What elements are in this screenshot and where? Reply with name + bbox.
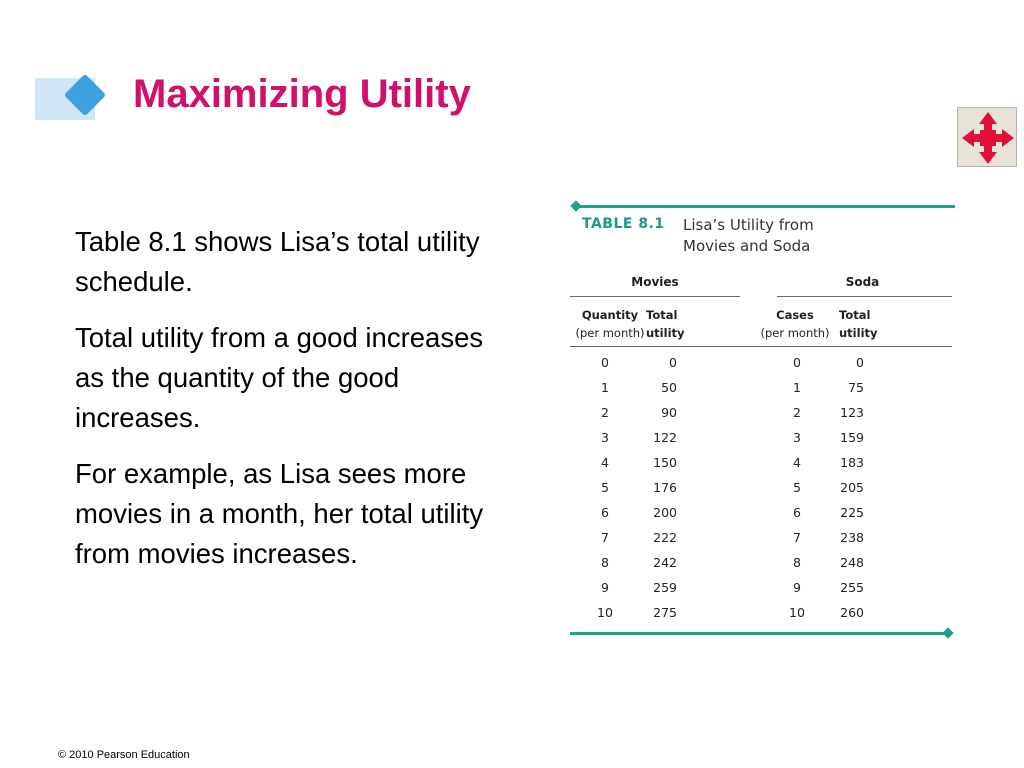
movie-utility-cell: 275 (653, 605, 677, 620)
table-label: TABLE 8.1 (582, 216, 665, 232)
soda-utility-cell: 0 (856, 355, 864, 370)
movie-quantity-cell: 3 (601, 430, 609, 445)
four-way-arrow-icon (958, 108, 1018, 168)
soda-cases-cell: 9 (793, 580, 801, 595)
movie-utility-cell: 242 (653, 555, 677, 570)
soda-utility-cell: 205 (840, 480, 864, 495)
movie-utility-cell: 259 (653, 580, 677, 595)
header-divider (570, 346, 952, 347)
navigation-button[interactable] (957, 107, 1017, 167)
movie-quantity-cell: 1 (601, 380, 609, 395)
soda-utility-cell: 248 (840, 555, 864, 570)
group-header-movies: Movies (631, 275, 679, 289)
soda-utility-cell: 183 (840, 455, 864, 470)
movie-utility-cell: 0 (669, 355, 677, 370)
soda-cases-cell: 10 (789, 605, 805, 620)
soda-utility-cell: 123 (840, 405, 864, 420)
movie-quantity-cell: 10 (597, 605, 613, 620)
soda-utility-cell: 255 (840, 580, 864, 595)
soda-cases-cell: 0 (793, 355, 801, 370)
table-caption (683, 215, 883, 257)
table-caption-line-2: Movies and Soda (683, 237, 811, 255)
paragraph-2: Total utility from a good increases as the quantity of the good increases. (75, 322, 484, 433)
table-bottom-rule (570, 632, 945, 635)
movie-utility-cell: 90 (661, 405, 677, 420)
movie-quantity-cell: 5 (601, 480, 609, 495)
utility-table (570, 200, 955, 640)
soda-cases-cell: 7 (793, 530, 801, 545)
soda-cases-cell: 3 (793, 430, 801, 445)
table-caption-line-1: Lisa’s Utility from (683, 216, 814, 234)
movie-quantity-cell: 0 (601, 355, 609, 370)
col-subtitle: (per month) (575, 326, 645, 340)
footer-copyright: © 2010 Pearson Education (58, 749, 190, 761)
table-top-diamond-icon (570, 200, 581, 211)
movie-utility-cell: 222 (653, 530, 677, 545)
soda-utility-cell: 159 (840, 430, 864, 445)
movie-utility-cell: 200 (653, 505, 677, 520)
soda-cases-cell: 6 (793, 505, 801, 520)
soda-cases-cell: 4 (793, 455, 801, 470)
movie-quantity-cell: 8 (601, 555, 609, 570)
movie-quantity-cell: 7 (601, 530, 609, 545)
soda-utility-cell: 225 (840, 505, 864, 520)
movie-quantity-cell: 6 (601, 505, 609, 520)
soda-cases-cell: 8 (793, 555, 801, 570)
col-title: Total (646, 308, 678, 322)
soda-cases-cell: 2 (793, 405, 801, 420)
movie-utility-cell: 122 (653, 430, 677, 445)
body-text (75, 222, 515, 590)
movie-quantity-cell: 2 (601, 405, 609, 420)
soda-utility-cell: 238 (840, 530, 864, 545)
soda-utility-cell: 75 (848, 380, 864, 395)
table-bottom-diamond-icon (942, 627, 953, 638)
movie-utility-cell: 150 (653, 455, 677, 470)
soda-cases-cell: 5 (793, 480, 801, 495)
movie-utility-cell: 176 (653, 480, 677, 495)
slide-title: Maximizing Utility (133, 72, 471, 116)
col-header-movie-utility (646, 306, 690, 342)
group-header-soda: Soda (845, 275, 880, 289)
col-header-soda-utility (839, 306, 883, 342)
col-subtitle: utility (839, 326, 878, 340)
col-header-movie-quantity (575, 306, 645, 342)
movie-utility-cell: 50 (661, 380, 677, 395)
soda-cases-cell: 1 (793, 380, 801, 395)
movie-quantity-cell: 4 (601, 455, 609, 470)
col-title: Total (839, 308, 871, 322)
col-subtitle: (per month) (760, 326, 830, 340)
col-header-soda-cases (760, 306, 830, 342)
movies-divider (570, 296, 740, 297)
soda-divider (777, 296, 952, 297)
soda-utility-cell: 260 (840, 605, 864, 620)
col-title: Cases (776, 308, 814, 322)
movie-quantity-cell: 9 (601, 580, 609, 595)
paragraph-3: For example, as Lisa sees more movies in a month, her total utility from movies increases. (75, 458, 484, 569)
col-subtitle: utility (646, 326, 685, 340)
col-title: Quantity (581, 308, 639, 322)
paragraph-1: Table 8.1 shows Lisa’s total utility schedule. (75, 226, 480, 297)
table-top-rule (576, 205, 955, 208)
